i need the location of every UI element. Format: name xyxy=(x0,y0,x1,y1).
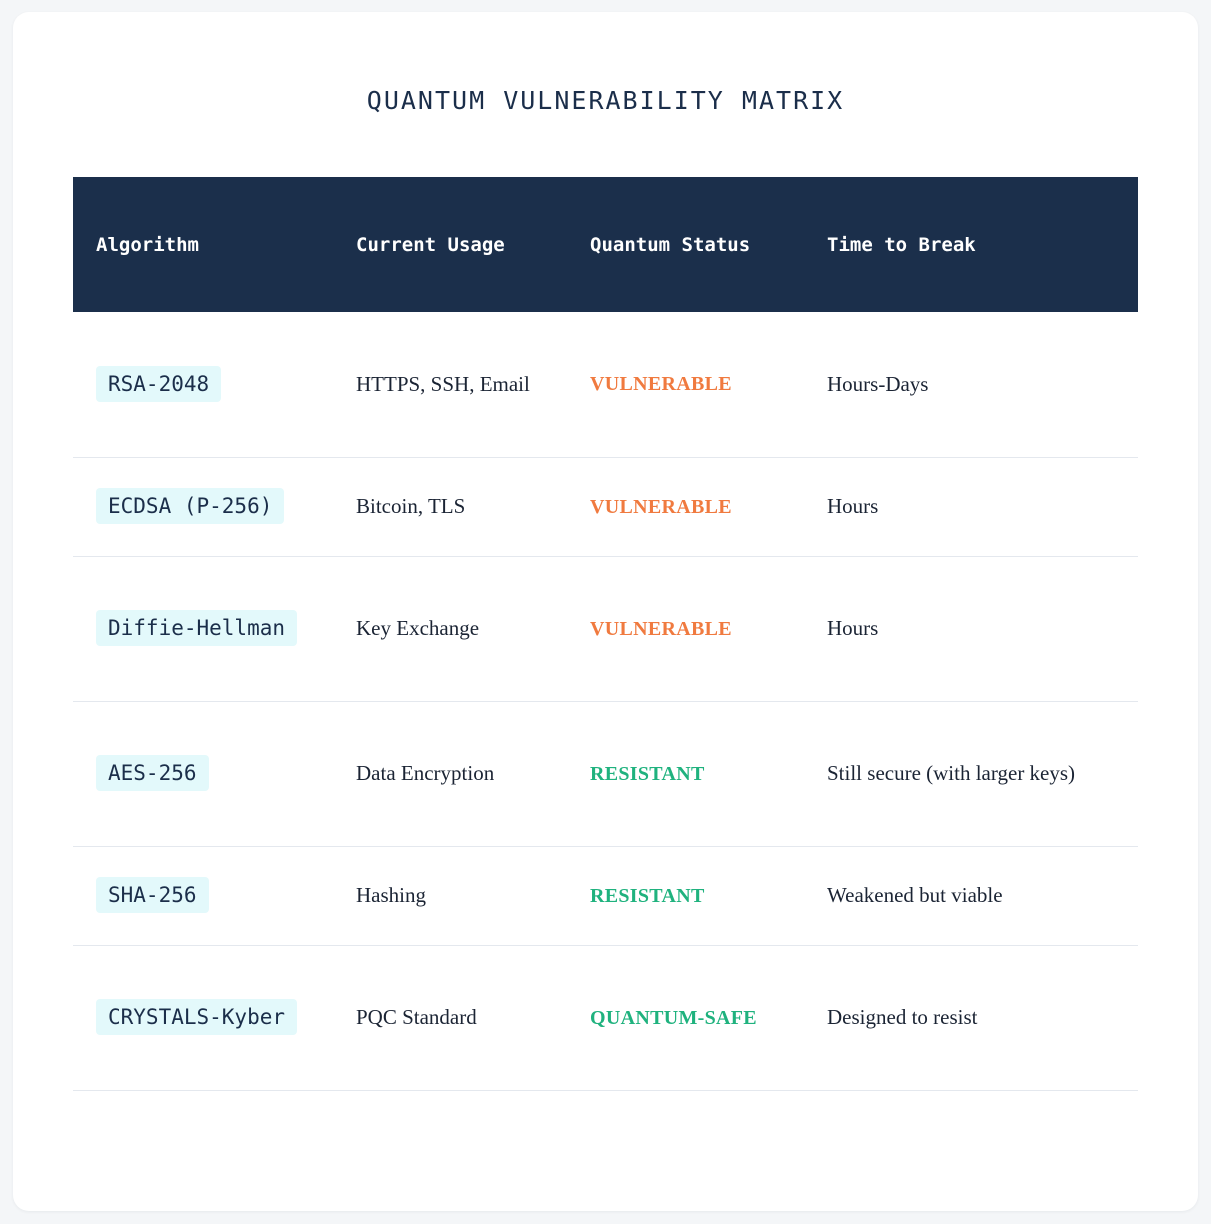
status-badge: QUANTUM-SAFE xyxy=(590,1006,757,1029)
matrix-card xyxy=(13,12,1198,1211)
status-cell xyxy=(567,701,804,846)
usage-cell: Bitcoin, TLS xyxy=(333,457,567,556)
table-row xyxy=(73,312,1138,457)
status-cell xyxy=(567,556,804,701)
algorithm-code: Diffie-Hellman xyxy=(96,610,297,646)
column-header-usage: Current Usage xyxy=(356,233,505,256)
time-cell: Still secure (with larger keys) xyxy=(804,701,1138,846)
usage-cell: Hashing xyxy=(333,846,567,945)
table-row xyxy=(73,457,1138,556)
column-header-status: Quantum Status xyxy=(590,233,751,256)
algorithm-code: CRYSTALS-Kyber xyxy=(96,999,297,1035)
table-header xyxy=(73,177,1138,312)
algorithm-code: AES-256 xyxy=(96,755,209,791)
status-badge: VULNERABLE xyxy=(590,373,732,396)
usage-cell: PQC Standard xyxy=(333,945,567,1090)
time-cell: Weakened but viable xyxy=(804,846,1138,945)
column-header-time: Time to Break xyxy=(827,233,976,256)
status-cell xyxy=(567,312,804,457)
time-cell: Hours xyxy=(804,457,1138,556)
column-header-algorithm: Algorithm xyxy=(96,233,199,256)
algorithm-cell xyxy=(73,556,333,701)
algorithm-cell xyxy=(73,312,333,457)
status-badge: VULNERABLE xyxy=(590,617,732,640)
algorithm-cell xyxy=(73,701,333,846)
usage-cell: HTTPS, SSH, Email xyxy=(333,312,567,457)
table-row xyxy=(73,945,1138,1090)
time-cell: Hours-Days xyxy=(804,312,1138,457)
algorithm-code: SHA-256 xyxy=(96,877,209,913)
table-row xyxy=(73,846,1138,945)
algorithm-cell xyxy=(73,945,333,1090)
status-cell xyxy=(567,846,804,945)
status-badge: VULNERABLE xyxy=(590,495,732,518)
algorithm-code: RSA-2048 xyxy=(96,366,221,402)
status-badge: RESISTANT xyxy=(590,762,705,785)
usage-cell: Data Encryption xyxy=(333,701,567,846)
time-cell: Hours xyxy=(804,556,1138,701)
vulnerability-table xyxy=(73,177,1138,1091)
algorithm-cell xyxy=(73,846,333,945)
page-title: QUANTUM VULNERABILITY MATRIX xyxy=(366,86,845,115)
usage-cell: Key Exchange xyxy=(333,556,567,701)
status-cell xyxy=(567,457,804,556)
table-row xyxy=(73,556,1138,701)
algorithm-cell xyxy=(73,457,333,556)
header-row xyxy=(73,177,1138,312)
time-cell: Designed to resist xyxy=(804,945,1138,1090)
table-row xyxy=(73,701,1138,846)
status-badge: RESISTANT xyxy=(590,884,705,907)
algorithm-code: ECDSA (P-256) xyxy=(96,488,284,524)
status-cell xyxy=(567,945,804,1090)
table-body xyxy=(73,312,1138,1090)
